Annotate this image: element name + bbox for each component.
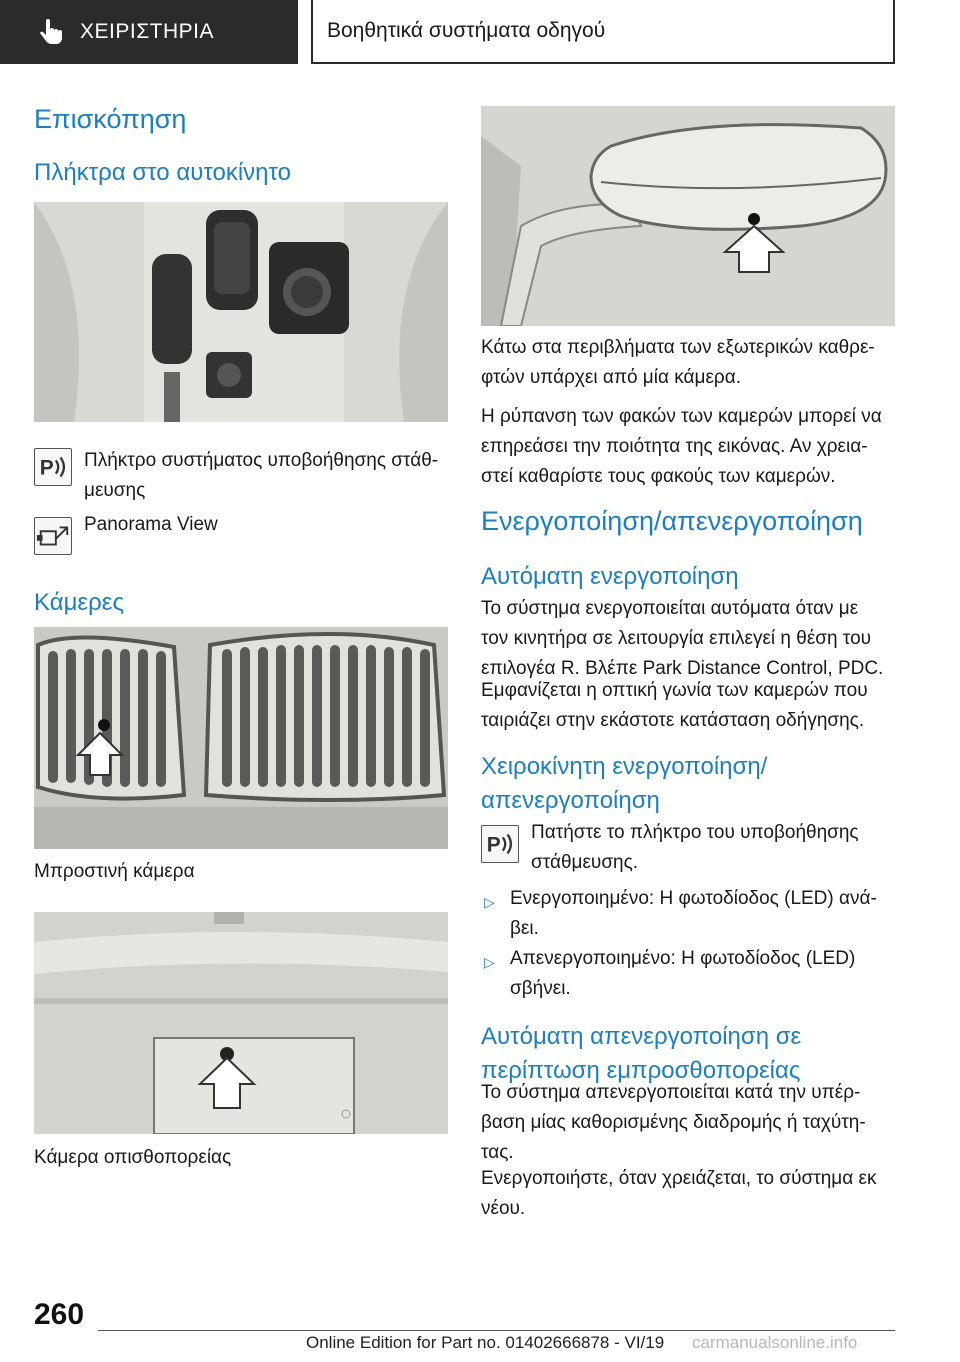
buttons-heading: Πλήκτρα στο αυτοκίνητο [34,159,291,186]
park-assist-button-icon-2 [481,825,519,863]
auto-activation-heading: Αυτόματη ενεργοποίηση [481,563,739,590]
press-button-text: Πατήστε το πλήκτρο του υποβοήθησης στάθμευσης. [531,822,859,873]
side-mirror-photo [481,106,895,326]
park-assist-button-label: Πλήκτρο συστήματος υποβοήθησης στάθ- μευσης [84,450,439,501]
page-number: 260 [34,1298,85,1331]
front-camera-caption: Μπροστινή κάμερα [34,861,195,882]
panorama-view-button-icon [34,517,72,555]
bullet-led-off: Απενεργοποιημένο: Η φωτοδίοδος (LED) σβήνει. [510,948,856,999]
chapter-tab [0,0,298,64]
auto-deactivation-heading: Αυτόματη απενεργοποίηση σε περίπτωση εμπροσθοπορείας [481,1023,802,1084]
bullet-led-on: Ενεργοποιημένο: Η φωτοδίοδος (LED) ανά- βει. [510,888,877,939]
lens-dirt-text: Η ρύπανση των φακών των καμερών μπορεί να επηρεάσει την ποιότητα της εικόνας. Αν χρεια- στεί καθαρίστε τους φακούς των καμερών. [481,406,882,487]
bullet-triangle-icon: ▷ [484,954,495,970]
panorama-view-label: Panorama View [84,514,218,535]
auto-deactivation-text: Το σύστημα απενεργοποιείται κατά την υπέρ- βαση μίας καθορισμένης διαδρομής ή ταχύτη- τας. [481,1082,866,1163]
center-console-photo [34,202,448,422]
rear-camera-caption: Κάμερα οπισθοπορείας [34,1147,232,1168]
auto-activation-text: Το σύστημα ενεργοποιείται αυτόματα όταν με τον κινητήρα σε λειτουργία επιλεγεί η θέση του επιλογέα R. Βλέπε Park Distance Control, PDC. [481,598,884,679]
section-title: Βοηθητικά συστήματα οδηγού [327,19,606,42]
manual-activation-heading: Χειροκίνητη ενεργοποίηση/ απενεργοποίηση [481,753,768,814]
page-header [0,0,960,66]
park-assist-button-icon [34,448,72,486]
watermark: carmanualsonline.info [692,1333,858,1352]
rear-camera-photo [34,912,448,1134]
svg-text:P: P [39,456,54,480]
camera-view-text: Εμφανίζεται η οπτική γωνία των καμερών που ταιριάζει στην εκάστοτε κατάσταση οδήγησης. [481,680,868,731]
edition-text: Online Edition for Part no. 01402666878 - VI/19 [306,1333,665,1352]
reactivate-text: Ενεργοποιήστε, όταν χρειάζεται, το σύστημα εκ νέου. [481,1168,877,1219]
pointing-hand-icon [36,17,66,47]
front-camera-photo [34,627,448,849]
section-title-box [311,0,895,64]
activation-heading: Ενεργοποίηση/απενεργοποίηση [481,506,863,536]
svg-text:P: P [486,833,501,857]
page-title: Επισκόπηση [34,104,187,134]
mirror-camera-text: Κάτω στα περιβλήματα των εξωτερικών καθρε- φτών υπάρχει από μία κάμερα. [481,337,875,388]
bullet-triangle-icon: ▷ [484,894,495,910]
chapter-tab-label: ΧΕΙΡΙΣΤΗΡΙΑ [80,20,215,43]
footer-divider [98,1330,895,1331]
cameras-heading: Κάμερες [34,589,125,616]
